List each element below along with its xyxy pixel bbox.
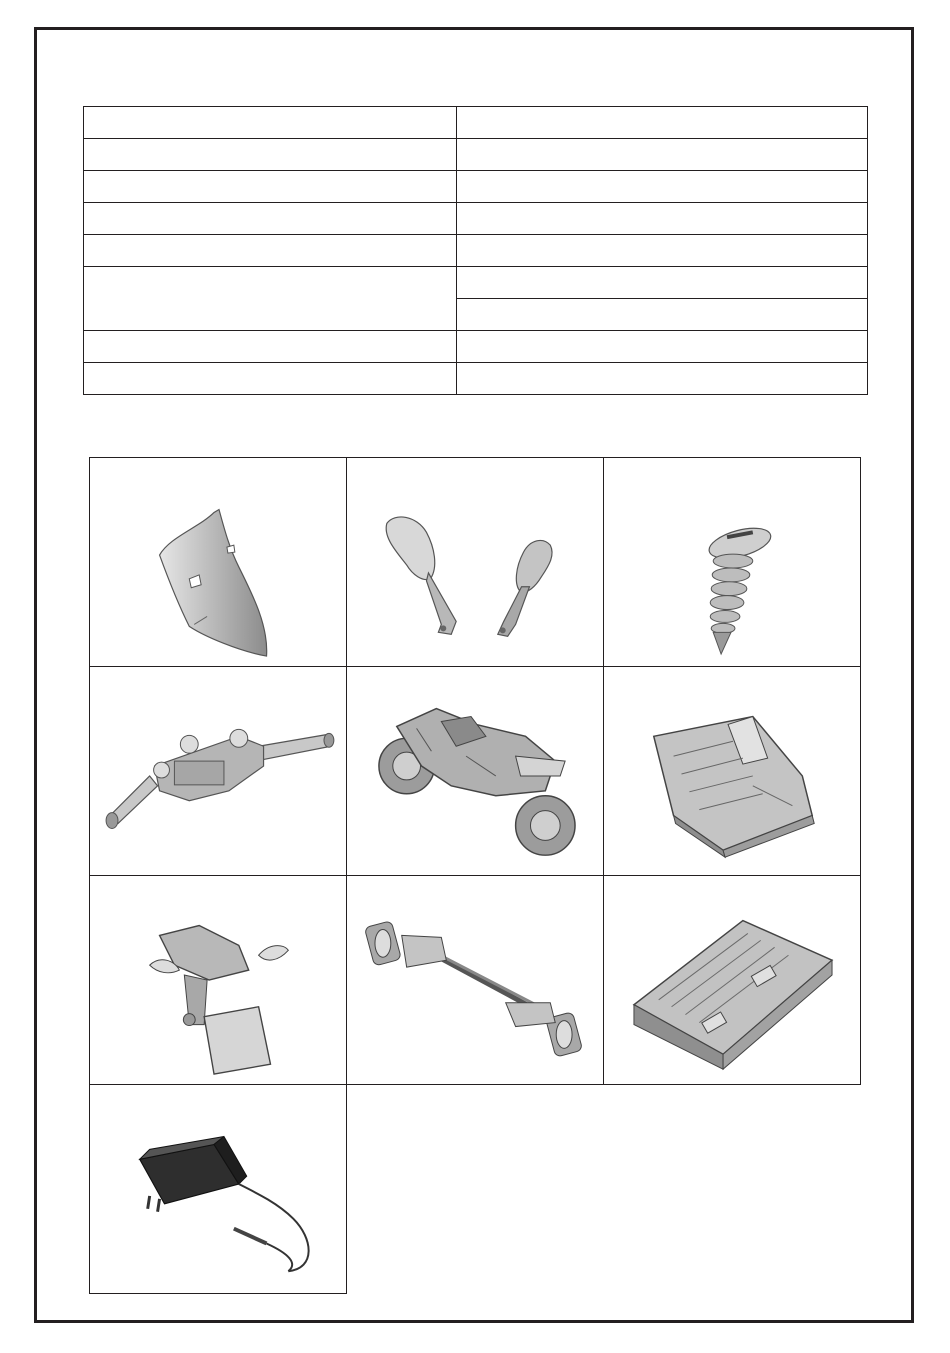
table-row xyxy=(84,267,868,299)
table-cell xyxy=(457,299,868,331)
table-row xyxy=(84,139,868,171)
part-cell-fairing xyxy=(89,457,347,667)
seat-icon xyxy=(604,876,860,1084)
table-cell xyxy=(84,235,457,267)
table-cell xyxy=(457,235,868,267)
table-cell xyxy=(84,267,457,331)
table-cell xyxy=(457,139,868,171)
table-row xyxy=(84,203,868,235)
screw-icon xyxy=(604,458,860,666)
mirrors-icon xyxy=(347,458,603,666)
table-cell xyxy=(84,331,457,363)
training-wheels-axle-icon xyxy=(347,876,603,1084)
part-cell-rear-fender xyxy=(89,875,347,1085)
table-row xyxy=(84,235,868,267)
table-cell xyxy=(84,203,457,235)
table-row xyxy=(84,363,868,395)
front-fairing-icon xyxy=(90,458,346,666)
table-cell xyxy=(84,139,457,171)
part-cell-handlebar xyxy=(89,666,347,876)
table-row xyxy=(84,107,868,139)
part-cell-axle xyxy=(346,875,604,1085)
part-cell-screw xyxy=(603,457,861,667)
motorcycle-body-icon xyxy=(347,667,603,875)
table-cell xyxy=(84,107,457,139)
part-cell-motorcycle xyxy=(346,666,604,876)
table-cell xyxy=(84,363,457,395)
table-cell xyxy=(457,267,868,299)
table-row xyxy=(84,331,868,363)
charger-icon xyxy=(90,1085,346,1293)
table-cell xyxy=(457,171,868,203)
table-row xyxy=(84,171,868,203)
table-cell xyxy=(457,203,868,235)
table-cell xyxy=(457,363,868,395)
handlebar-icon xyxy=(90,667,346,875)
rear-fender-plate-icon xyxy=(90,876,346,1084)
spec-table xyxy=(83,106,868,395)
part-cell-charger xyxy=(89,1084,347,1294)
part-cell-seat xyxy=(603,875,861,1085)
table-cell xyxy=(457,107,868,139)
part-cell-mirrors xyxy=(346,457,604,667)
table-cell xyxy=(84,171,457,203)
foot-pedal-icon xyxy=(604,667,860,875)
part-cell-pedal xyxy=(603,666,861,876)
table-cell xyxy=(457,331,868,363)
